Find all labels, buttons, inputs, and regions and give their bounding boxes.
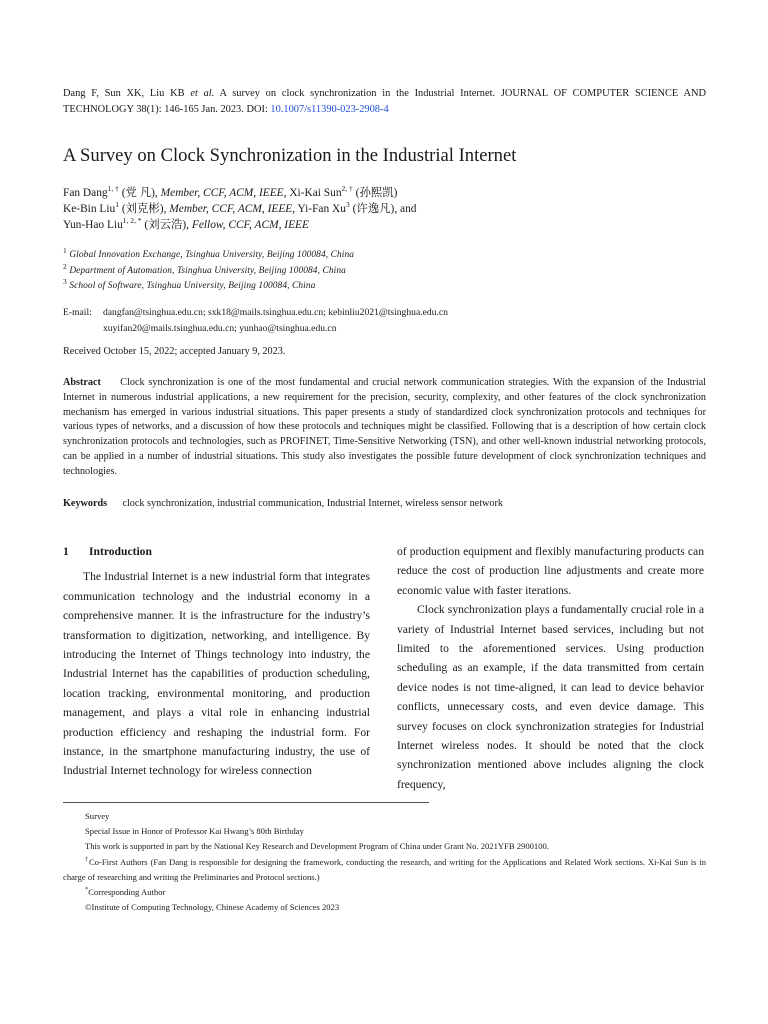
affiliations <box>63 245 723 295</box>
author-line-1 <box>63 185 723 201</box>
keywords-block <box>63 496 706 511</box>
footnote-special-issue: Special Issue in Honor of Professor Kai Hwang’s 80th Birthday <box>85 826 304 837</box>
author-roles: Fellow, CCF, ACM, IEEE <box>191 219 309 231</box>
author-sup: 1 <box>115 200 119 210</box>
author-sup: 1, 2, * <box>122 216 142 226</box>
footnote-divider <box>63 802 429 803</box>
author-list <box>63 185 723 233</box>
section-number: 1 <box>63 545 69 558</box>
section-heading <box>63 542 370 561</box>
body-paragraph: Clock synchronization plays a fundamentally crucial role in a variety of Industrial Internet based services, including but not limited to the aforementioned services. Using production scheduling as an example, if the data transmitted from certain device nodes is not time-aligned, it can lead to device behavior conflicts, unnecessary costs, and even device damage. This survey focuses on clock synchronization strategies for Industrial Internet wireless nodes. It should be noted that the clock synchronization mentioned above includes aligning the clock frequency, <box>397 603 704 791</box>
author-name: Xi-Kai Sun <box>289 187 342 199</box>
author-name: Ke-Bin Liu <box>63 203 116 215</box>
email-block <box>63 305 723 336</box>
author-cn-name: (刘克彬), <box>121 203 167 215</box>
keywords-text: clock synchronization, industrial communication, Industrial Internet, wireless sensor network <box>122 498 503 509</box>
footnote-copyright: ©Institute of Computing Technology, Chinese Academy of Sciences 2023 <box>85 902 340 913</box>
footnote-funding: This work is supported in part by the National Key Research and Development Program of China under Grant No. 2021YFB 2900100. <box>85 841 549 852</box>
citation-text: A survey on clock synchronization in the Industrial Internet. JOURNAL OF COMPUTER SCIENCE AND TECHNOLOGY 38(1): 146-165 Jan. 2023. DOI: <box>63 88 706 115</box>
email-line-1: dangfan@tsinghua.edu.cn; sxk18@mails.tsinghua.edu.cn; kebinliu2021@tsinghua.edu.cn <box>103 307 448 318</box>
section-title: Introduction <box>89 545 152 558</box>
citation-authors: Dang F, Sun XK, Liu KB <box>63 88 185 99</box>
abstract-label: Abstract <box>63 377 101 388</box>
author-name: Yi-Fan Xu <box>297 203 346 215</box>
email-line-2: xuyifan20@mails.tsinghua.edu.cn; yunhao@tsinghua.edu.cn <box>103 322 337 334</box>
footnote-type: Survey <box>85 811 110 821</box>
received-dates: Received October 15, 2022; accepted January 9, 2023. <box>63 346 286 357</box>
author-cn-name: (孙熙凯) <box>355 187 398 199</box>
doi-link[interactable]: 10.1007/s11390-023-2908-4 <box>270 104 389 115</box>
author-cn-name: (刘云浩), <box>144 219 190 231</box>
author-sup: 1, † <box>107 184 119 194</box>
author-name: Fan Dang <box>63 187 108 199</box>
author-sup: 2, † <box>341 184 353 194</box>
abstract-text: Clock synchronization is one of the most fundamental and crucial network communication strategies. With the expansion of the Industrial Internet in numerous industrial applications, a new requirement for the precision, security, complexity, and other features of the clock synchronization mechanism has emerged in various industrial situations. This paper presents a study of standardized clock synchronization protocols and techniques for various types of networks, and a discussion of how these protocols and techniques might be classified. Following that is a description of how certain clock synchronization protocols and technologies, such as PROFINET, Time-Sensitive Networking (TSN), and other well-known industrial networking protocols, can be applied in a number of industrial situations. This study also investigates the possible future development of clock synchronization techniques and technologies. <box>63 377 707 477</box>
abstract-block <box>63 376 706 480</box>
body-paragraph: The Industrial Internet is a new industrial form that integrates communication technology and the industrial economy in a comprehensive manner. It is the infrastructure for the industry’s transformation to digitization, networking, and intelligence. By introducing the Internet of Things technology into industry, the Industrial Internet has the capabilities of production scheduling, location tracking, environmental monitoring, and production management, and plays a vital role in enhancing industrial production efficiency and reshaping the industrial form. For instance, in the smartphone manufacturing industry, the use of Industrial Internet technology for wireless connection <box>63 570 370 778</box>
author-line-3 <box>63 217 723 233</box>
citation-line <box>63 86 706 118</box>
author-cn-name: (党 凡), <box>121 187 158 199</box>
author-name: Yun-Hao Liu <box>63 219 123 231</box>
author-roles: Member, CCF, ACM, IEEE, <box>160 187 287 199</box>
affiliation-item: $^2$ Department of Automation, Tsinghua University, Beijing 100084, China <box>63 261 346 276</box>
citation-etal: et al. <box>190 88 215 99</box>
author-line-2 <box>63 201 723 217</box>
keywords-label: Keywords <box>63 498 108 509</box>
paper-title: A Survey on Clock Synchronization in the Industrial Internet <box>63 145 517 166</box>
email-label: E-mail: <box>63 307 92 318</box>
affiliation-item: $^3$ School of Software, Tsinghua University, Beijing 100084, China <box>63 276 316 291</box>
author-cn-name: (许逸凡), and <box>352 203 417 215</box>
footnotes <box>63 809 706 915</box>
author-sup: 3 <box>345 200 350 210</box>
body-column-right <box>397 542 704 794</box>
author-roles: Member, CCF, ACM, IEEE, <box>169 203 296 215</box>
body-paragraph: of production equipment and flexibly manufacturing products can reduce the cost of production line adjustments and create more economic value with faster iterations. <box>397 545 704 597</box>
affiliation-item: $^1$ Global Innovation Exchange, Tsinghua University, Beijing 100084, China <box>63 245 355 260</box>
footnote-cofirst: †Co-First Authors (Fan Dang is responsible for designing the framework, conducting the research, and writing for the Applications and Related Work sections. Xi-Kai Sun is in charge of researching and writing the Preliminaries and Protocol sections.) <box>63 855 707 882</box>
body-column-left <box>63 542 370 781</box>
footnote-corresponding: *Corresponding Author <box>85 886 166 898</box>
